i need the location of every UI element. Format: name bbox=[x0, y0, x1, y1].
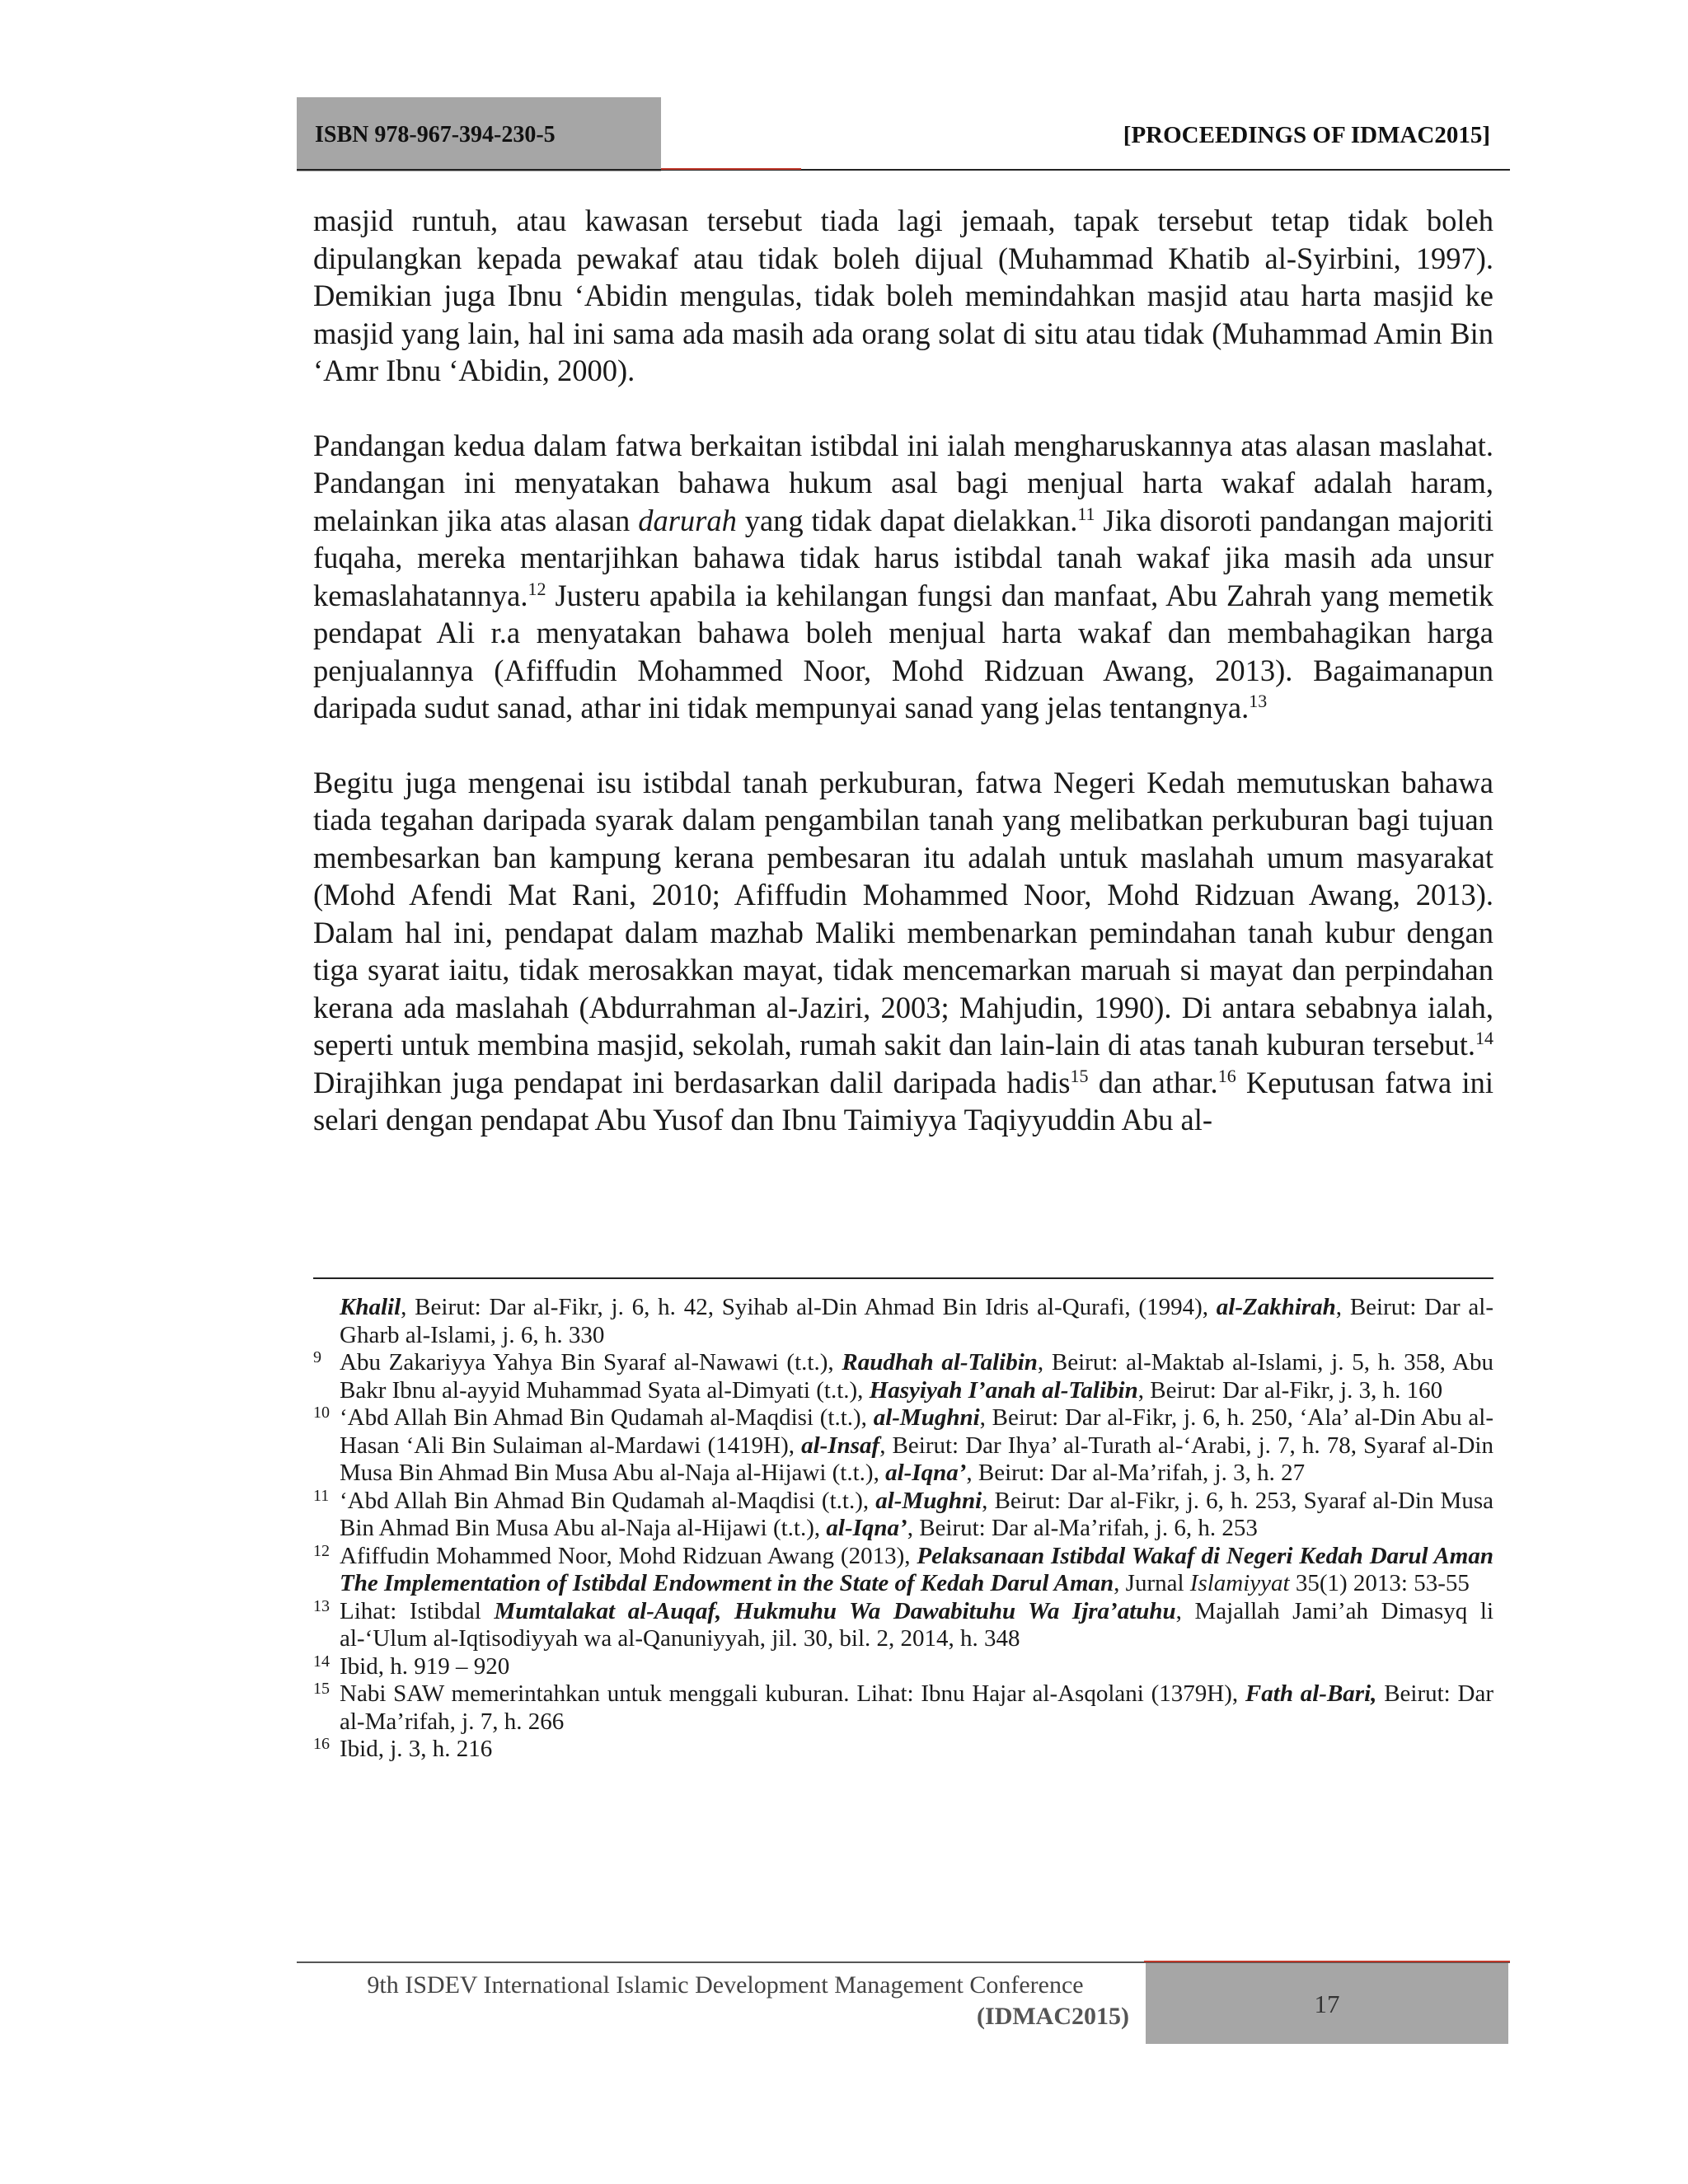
paragraph-2: Pandangan kedua dalam fatwa berkaitan istibdal ini ialah mengharuskannya atas alasan maslahat. Pandangan ini menyatakan bahawa hukum asal bagi menjual harta wakaf adalah haram, melainkan jika atas alasan darurah yang tidak dapat dielakkan.$^{11}$ Jika disoroti pandangan majoriti fuqaha, mereka mentarjihkan bahawa tidak harus istibdal tanah wakaf jika masih ada unsur kemaslahatannya.$^{12}$ Justeru apabila ia kehilangan fungsi dan manfaat, Abu Zahrah yang memetik pendapat Ali r.a menyatakan bahawa boleh menjual harta wakaf dan membahagikan harga penjualannya (Afiffudin Mohammed Noor, Mohd Ridzuan Awang, 2013). Bagaimanapun daripada sudut sanad, athar ini tidak mempunyai sanad yang jelas tentangnya.$^{13}$ bbox=[313, 428, 1493, 724]
footnote-13: 13 Lihat: Istibdal Mumtalakat al-Auqaf, Hukmuhu Wa Dawabituhu Wa Ijra’atuhu, Majallah Jami’ah Dimasyq li al-‘Ulum al-Iqtisodiyyah wa al-Qanuniyyah, jil. 30, bil. 2, 2014, h. 348 bbox=[313, 1598, 1493, 1653]
italic-term: darurah bbox=[638, 503, 737, 537]
paragraph-3: Begitu juga mengenai isu istibdal tanah perkuburan, fatwa Negeri Kedah memutuskan bahawa tiada tegahan daripada syarak dalam pengambilan tanah yang melibatkan perkuburan bagi tujuan membesarkan ban kampung kerana pembesaran itu adalah untuk maslahah umum masyarakat (Mohd Afendi Mat Rani, 2010; Afiffudin Mohammed Noor, Mohd Ridzuan Awang, 2013). Dalam hal ini, pendapat dalam mazhab Maliki membenarkan pemindahan tanah kubur dengan tiga syarat iaitu, tidak merosakkan mayat, tidak mencemarkan maruah si mayat dan perpindahan kerana ada maslahah (Abdurrahman al-Jaziri, 2003; Mahjudin, 1990). Di antara sebabnya ialah, seperti untuk membina masjid, sekolah, rumah sakit dan lain-lain di atas tanah kuburan tersebut.$^{14}$ Dirajihkan juga pendapat ini berdasarkan dalil daripada hadis$^{15}$ dan athar.$^{16}$ Keputusan fatwa ini selari dengan pendapat Abu Yusof dan Ibnu Taimiyya Taqiyyuddin Abu al- bbox=[313, 765, 1493, 1137]
footnote-continuation: Khalil, Beirut: Dar al-Fikr, j. 6, h. 42, Syihab al-Din Ahmad Bin Idris al-Qurafi, (1994), al-Zakhirah, Beirut: Dar al-Gharb al-Islami, j. 6, h. 330 bbox=[340, 1294, 1493, 1348]
footnote-16: 16 Ibid, j. 3, h. 216 bbox=[313, 1736, 1493, 1764]
footnote-number: 13 bbox=[313, 1596, 330, 1615]
footnote-number: 14 bbox=[313, 1652, 330, 1671]
page-number: 17 bbox=[1314, 1990, 1340, 2018]
footnote-ref-11[interactable]: 11 bbox=[1077, 503, 1095, 524]
footnote-15: 15 Nabi SAW memerintahkan untuk menggali kuburan. Lihat: Ibnu Hajar al-Asqolani (1379H), Fath al-Bari, Beirut: Dar al-Ma’rifah, j. 7, h. 266 bbox=[313, 1680, 1493, 1736]
footnote-separator bbox=[313, 1277, 1493, 1279]
body-text bbox=[313, 202, 1493, 1139]
footnotes bbox=[313, 1294, 1493, 1764]
header-accent-rule bbox=[661, 168, 801, 170]
footer-accent-rule bbox=[1144, 1961, 1510, 1962]
footer-conference-name: 9th ISDEV International Islamic Development Management Conference bbox=[367, 1971, 1084, 1999]
footnote-number: 12 bbox=[313, 1541, 330, 1560]
footnote-ref-14[interactable]: 14 bbox=[1475, 1027, 1493, 1048]
header-proceedings-title: [PROCEEDINGS OF IDMAC2015] bbox=[1123, 122, 1490, 148]
footnote-10: 10 ‘Abd Allah Bin Ahmad Bin Qudamah al-Maqdisi (t.t.), al-Mughni, Beirut: Dar al-Fikr, j. 6, h. 250, ‘Ala’ al-Din Abu al-Hasan ‘Ali Bin Sulaiman al-Mardawi (1419H), al-Insaf, Beirut: Dar Ihya’ al-Turath al-‘Arabi, j. 7, h. 78, Syaraf al-Din Musa Bin Ahmad Bin Musa Abu al-Naja al-Hijawi (t.t.), al-Iqna’, Beirut: Dar al-Ma’rifah, j. 3, h. 27 bbox=[313, 1404, 1493, 1488]
footnote-number: 11 bbox=[313, 1486, 330, 1505]
footnote-number: 9 bbox=[313, 1348, 321, 1366]
footnote-ref-13[interactable]: 13 bbox=[1249, 690, 1268, 711]
footnote-ref-12[interactable]: 12 bbox=[528, 578, 546, 599]
footnote-14: 14 Ibid, h. 919 – 920 bbox=[313, 1653, 1493, 1681]
footnote-number: 10 bbox=[313, 1404, 330, 1422]
footnote-number: 15 bbox=[313, 1680, 330, 1698]
footnote-ref-15[interactable]: 15 bbox=[1070, 1065, 1089, 1086]
footer-conference-short: (IDMAC2015) bbox=[977, 2003, 1129, 2030]
paragraph-1: masjid runtuh, atau kawasan tersebut tiada lagi jemaah, tapak tersebut tetap tidak boleh dipulangkan kepada pewakaf atau tidak boleh dijual (Muhammad Khatib al-Syirbini, 1997). Demikian juga Ibnu ‘Abidin mengulas, tidak boleh memindahkan masjid atau harta masjid ke masjid yang lain, hal ini sama ada masih ada orang solat di situ atau tidak (Muhammad Amin Bin ‘Amr Ibnu ‘Abidin, 2000). bbox=[313, 204, 1493, 387]
footnote-12: 12 Afiffudin Mohammed Noor, Mohd Ridzuan Awang (2013), Pelaksanaan Istibdal Wakaf di Negeri Kedah Darul Aman The Implementation of Istibdal Endowment in the State of Kedah Darul Aman, Jurnal Islamiyyat 35(1) 2013: 53-55 bbox=[313, 1543, 1493, 1598]
footnote-11: 11 ‘Abd Allah Bin Ahmad Bin Qudamah al-Maqdisi (t.t.), al-Mughni, Beirut: Dar al-Fikr, j. 6, h. 253, Syaraf al-Din Musa Bin Ahmad Bin Musa Abu al-Naja al-Hijawi (t.t.), al-Iqna’, Beirut: Dar al-Ma’rifah, j. 6, h. 253 bbox=[313, 1488, 1493, 1543]
header-isbn: ISBN 978-967-394-230-5 bbox=[297, 97, 661, 171]
footnote-9: 9 Abu Zakariyya Yahya Bin Syaraf al-Nawawi (t.t.), Raudhah al-Talibin, Beirut: al-Maktab al-Islami, j. 5, h. 358, Abu Bakr Ibnu al-ayyid Muhammad Syata al-Dimyati (t.t.), Hasyiyah I’anah al-Talibin, Beirut: Dar al-Fikr, j. 3, h. 160 bbox=[313, 1349, 1493, 1404]
footnote-number: 16 bbox=[313, 1735, 330, 1753]
footnote-ref-16[interactable]: 16 bbox=[1217, 1065, 1236, 1086]
header-rule bbox=[297, 169, 1510, 171]
